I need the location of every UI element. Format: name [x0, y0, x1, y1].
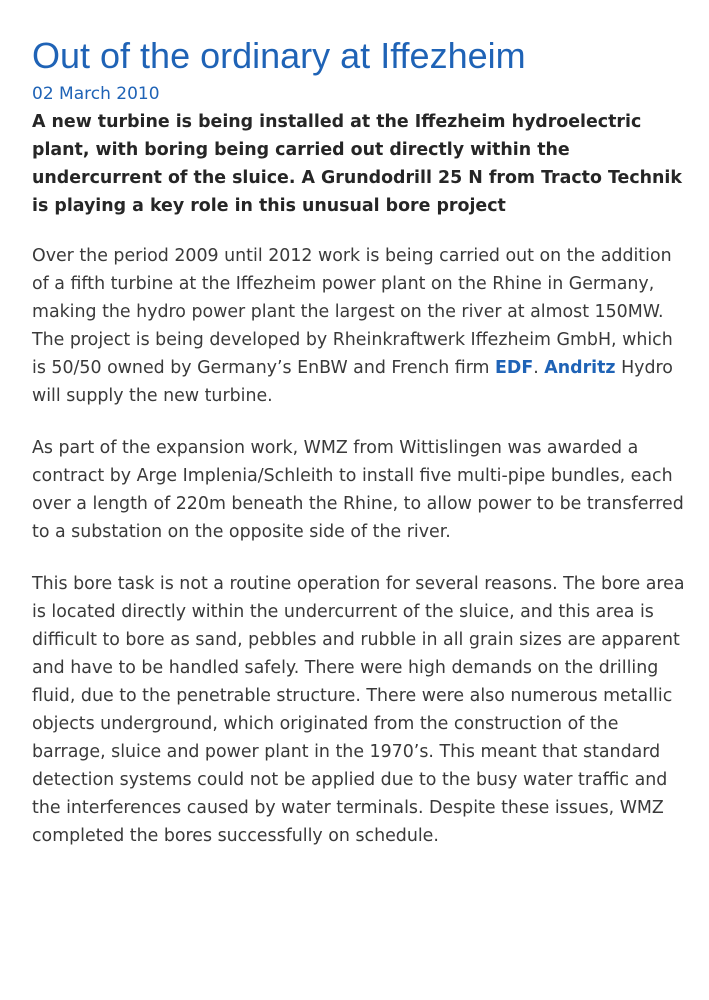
andritz-link[interactable]: Andritz	[544, 358, 616, 378]
paragraph-1-text-middle: .	[533, 358, 545, 378]
article-lead: A new turbine is being installed at the Iffezheim hydroelectric plant, with boring being carried out directly within the undercurrent of the sluice. A Grundodrill 25 N from Tracto Technik is playing a key role in this unusual bore project	[32, 112, 682, 216]
article-paragraph-3: This bore task is not a routine operation for several reasons. The bore area is located directly within the undercurrent of the sluice, and this area is difficult to bore as sand, pebbles and rubble in all grain sizes are apparent and have to be handled safely. There were high demands on the drilling fluid, due to the penetrable structure. There were also numerous metallic objects underground, which originated from the construction of the barrage, sluice and power plant in the 1970’s. This meant that standard detection systems could not be applied due to the busy water traffic and the interferences caused by water terminals. Despite these issues, WMZ completed the bores successfully on schedule.	[32, 574, 685, 846]
paragraph-1-text-after: Hydro will supply the new turbine.	[32, 358, 673, 406]
article	[32, 34, 692, 874]
article-paragraph-2: As part of the expansion work, WMZ from Wittislingen was awarded a contract by Arge Implenia/Schleith to install five multi-pipe bundles, each over a length of 220m beneath the Rhine, to allow power to be transferred to a substation on the opposite side of the river.	[32, 438, 684, 542]
edf-link[interactable]: EDF	[495, 358, 534, 378]
article-title: Out of the ordinary at Iffezheim	[32, 35, 526, 76]
article-paragraph-1	[32, 242, 692, 410]
article-date: 02 March 2010	[32, 84, 160, 104]
paragraph-1-text-before: Over the period 2009 until 2012 work is being carried out on the addition of a fifth turbine at the Iffezheim power plant on the Rhine in Germany, making the hydro power plant the largest on the river at almost 150MW. The project is being developed by Rheinkraftwerk Iffezheim GmbH, which is 50/50 owned by Germany’s EnBW and French firm	[32, 246, 673, 378]
